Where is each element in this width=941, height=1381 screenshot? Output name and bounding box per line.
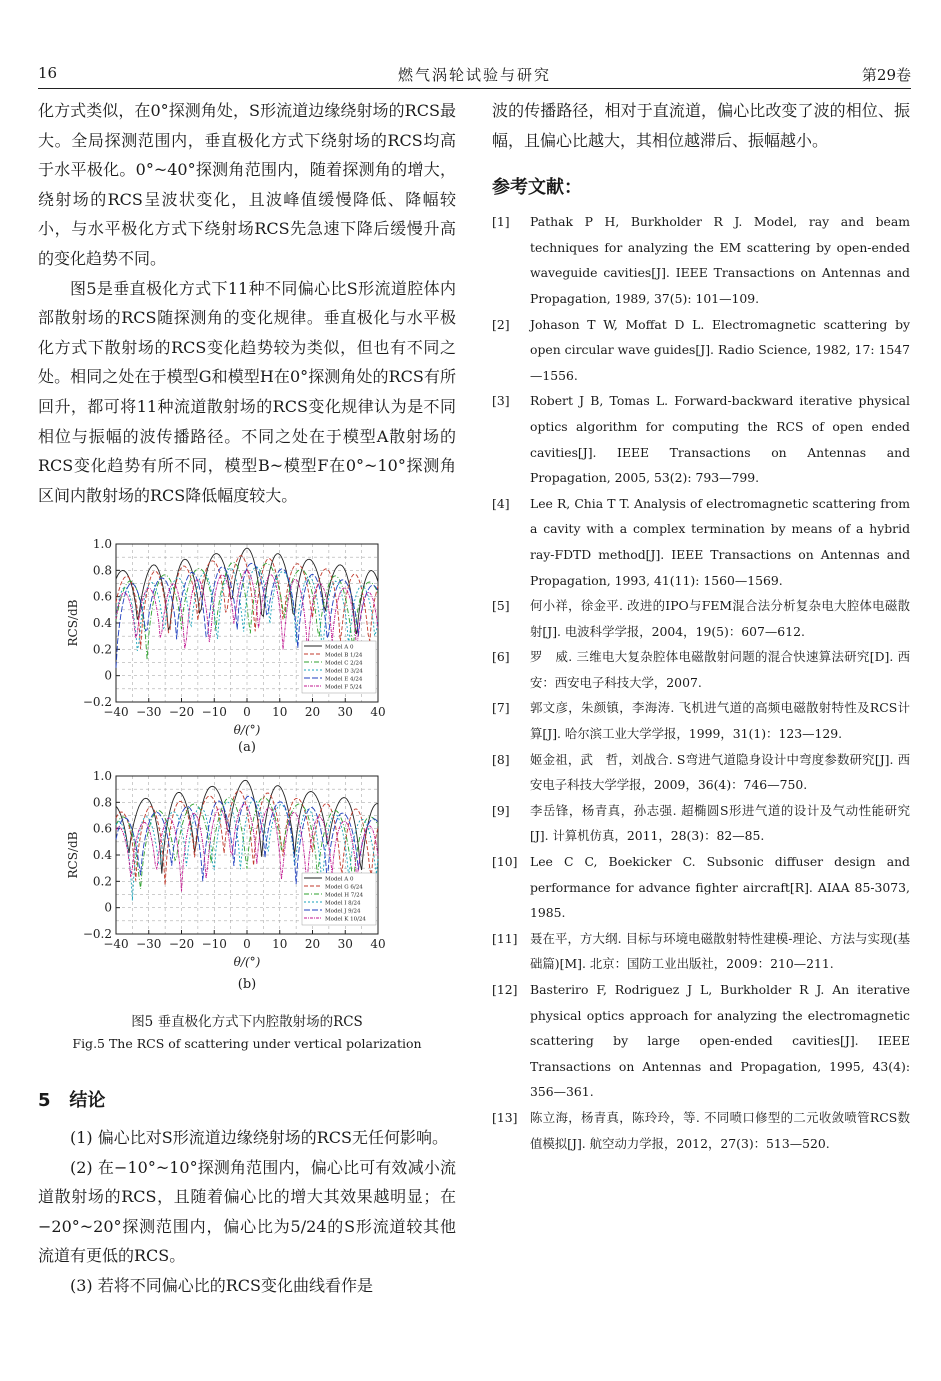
reference-text: 陈立海，杨青真，陈玲玲，等. 不同喷口修型的二元收敛喷管RCS数值模拟[J]. 航空动力学报，2012，27(3)：513—520. bbox=[530, 1109, 910, 1151]
x-tick-label: 20 bbox=[304, 705, 321, 719]
body-paragraph: 化方式类似，在0°探测角处，S形流道边缘绕射场的RCS最大。全局探测范围内，垂直极化方式下绕射场的RCS均高于水平极化。0°~40°探测角范围内，随着探测角的增大，绕射场的RCS呈波状变化，且波峰值缓慢降低、降幅较小，与水平极化方式下绕射场RCS先急速下降后缓慢升高的变化趋势不同。 bbox=[38, 101, 456, 268]
section-number: 5 bbox=[38, 1090, 51, 1111]
x-tick-label: 30 bbox=[337, 937, 353, 951]
rcs-chart-b bbox=[60, 766, 400, 976]
reference-number: [9] bbox=[492, 802, 510, 818]
reference-item bbox=[492, 388, 910, 490]
y-tick-label: 0.6 bbox=[92, 821, 112, 836]
reference-number: [11] bbox=[492, 930, 518, 946]
x-tick-label: 40 bbox=[370, 705, 386, 719]
conclusion-item: (1) 偏心比对S形流道边缘绕射场的RCS无任何影响。 bbox=[70, 1128, 448, 1147]
reference-text: 郭文彦，朱颜镇，李海涛. 飞机进气道的高频电磁散射特性及RCS计算[J]. 哈尔滨工业大学学报，1999，31(1)：123—129. bbox=[530, 700, 910, 742]
y-tick-label: 0.2 bbox=[92, 642, 112, 657]
header-rule bbox=[38, 88, 911, 89]
reference-list bbox=[492, 209, 910, 1156]
subfigure-label-a: (a) bbox=[238, 740, 256, 755]
y-tick-label: 0.8 bbox=[92, 563, 112, 578]
references-title: 参考文献： bbox=[492, 177, 582, 199]
x-axis-label: θ/(°) bbox=[233, 955, 261, 969]
x-tick-label: −20 bbox=[168, 705, 195, 719]
right-column bbox=[492, 96, 910, 1156]
y-tick-label: 0.6 bbox=[92, 589, 112, 604]
subfigure-label-b: (b) bbox=[237, 977, 257, 992]
x-tick-label: −10 bbox=[201, 705, 227, 719]
figure-5b bbox=[60, 766, 400, 976]
conclusion-item: (3) 若将不同偏心比的RCS变化曲线看作是 bbox=[70, 1275, 374, 1295]
volume-label: 第29卷 bbox=[861, 66, 911, 84]
y-tick-label: 0.8 bbox=[92, 795, 112, 810]
reference-number: [5] bbox=[492, 598, 510, 614]
y-tick-label: 0.4 bbox=[92, 848, 112, 862]
y-axis-label: RCS/dB bbox=[66, 599, 80, 647]
x-tick-label: −10 bbox=[201, 937, 227, 951]
x-tick-label: −40 bbox=[103, 937, 129, 951]
series-line bbox=[116, 548, 378, 634]
x-tick-label: 30 bbox=[337, 705, 353, 719]
reference-number: [1] bbox=[492, 214, 510, 230]
legend-entry: Model H 7/24 bbox=[325, 892, 364, 899]
legend-entry: Model E 4/24 bbox=[325, 676, 363, 683]
running-header bbox=[38, 64, 911, 86]
y-tick-label: 1.0 bbox=[92, 537, 112, 551]
page-number: 16 bbox=[38, 64, 58, 82]
reference-item bbox=[492, 312, 910, 389]
x-tick-label: 40 bbox=[370, 937, 386, 951]
reference-text: Basteriro F, Rodriguez J L, Burkholder R J. An iterative physical optics approach for analyzing the electromagnetic scattering by large open-ended cavities[J]. IEEE Transactions on Antennas and Propagation, 1995, 43(4): 356—361. bbox=[530, 982, 910, 1100]
section-heading bbox=[38, 1086, 105, 1112]
legend-entry: Model J 9/24 bbox=[325, 908, 361, 915]
reference-text: 姬金祖，武 哲，刘战合. S弯进气道隐身设计中弯度参数研究[J]. 西安电子科技大学学报，2009，36(4)：746—750. bbox=[530, 751, 910, 793]
reference-item bbox=[492, 209, 910, 311]
reference-item bbox=[492, 926, 910, 977]
legend-entry: Model F 5/24 bbox=[325, 684, 363, 691]
x-tick-label: 10 bbox=[272, 937, 288, 951]
reference-text: 聂在平，方大纲. 目标与环境电磁散射特性建模-理论、方法与实现(基础篇)[M]. 北京：国防工业出版社，2009：210—211. bbox=[530, 930, 910, 972]
section-title: 结论 bbox=[69, 1090, 106, 1111]
conclusions bbox=[38, 1123, 456, 1301]
legend-entry: Model D 3/24 bbox=[325, 668, 363, 675]
legend-entry: Model C 2/24 bbox=[325, 660, 363, 667]
y-tick-label: −0.2 bbox=[82, 695, 112, 709]
reference-number: [7] bbox=[492, 700, 510, 716]
y-tick-label: 0.2 bbox=[92, 874, 112, 889]
x-tick-label: 10 bbox=[272, 705, 288, 719]
reference-item bbox=[492, 977, 910, 1105]
figure-5a bbox=[60, 534, 400, 744]
reference-number: [12] bbox=[492, 982, 518, 997]
reference-text: Lee R, Chia T T. Analysis of electromagnetic scattering from a cavity with a complex termination by means of a hybrid ray-FDTD method[J]. IEEE Transactions on Antennas and Propagation, 1993, 41(11): 1560—1569. bbox=[530, 495, 910, 588]
reference-number: [4] bbox=[492, 495, 510, 511]
reference-text: 何小祥，徐金平. 改进的IPO与FEM混合法分析复杂电大腔体电磁散射[J]. 电波科学学报，2004，19(5)：607—612. bbox=[530, 598, 910, 639]
x-tick-label: 0 bbox=[243, 937, 251, 951]
left-column bbox=[38, 96, 456, 510]
reference-item bbox=[492, 747, 910, 798]
x-tick-label: −20 bbox=[168, 937, 195, 951]
reference-item bbox=[492, 644, 910, 695]
reference-text: Lee C C, Boekicker C. Subsonic diffuser design and performance for advance fighter aircraft[R]. AIAA 85-3073, 1985. bbox=[530, 854, 910, 921]
x-tick-label: −40 bbox=[103, 705, 129, 719]
x-tick-label: −30 bbox=[136, 937, 162, 951]
reference-number: [3] bbox=[492, 393, 510, 409]
reference-number: [2] bbox=[492, 316, 510, 332]
reference-item bbox=[492, 593, 910, 644]
x-tick-label: 0 bbox=[243, 705, 251, 719]
reference-text: Johason T W, Moffat D L. Electromagnetic scattering by open circular wave guides[J]. Radio Science, 1982, 17: 1547—1556. bbox=[530, 316, 910, 383]
y-tick-label: 0 bbox=[104, 900, 112, 915]
reference-item bbox=[492, 798, 910, 849]
y-tick-label: 1.0 bbox=[92, 769, 112, 783]
reference-number: [8] bbox=[492, 751, 510, 767]
y-tick-label: 0 bbox=[104, 668, 112, 683]
chart-legend bbox=[302, 641, 376, 693]
legend-entry: Model A 0 bbox=[325, 644, 354, 651]
x-tick-label: −30 bbox=[136, 705, 162, 719]
reference-number: [6] bbox=[492, 649, 510, 665]
reference-number: [10] bbox=[492, 854, 518, 870]
body-paragraph: 波的传播路径，相对于直流道，偏心比改变了波的相位、振幅，且偏心比越大，其相位越滞后、振幅越小。 bbox=[492, 101, 910, 150]
figure-caption-cn: 图5 垂直极化方式下内腔散射场的RCS bbox=[131, 1014, 363, 1030]
reference-item bbox=[492, 491, 910, 593]
x-axis-label: θ/(°) bbox=[233, 723, 261, 737]
legend-entry: Model A 0 bbox=[325, 876, 354, 883]
reference-text: 罗 威. 三维电大复杂腔体电磁散射问题的混合快速算法研究[D]. 西安：西安电子科技大学，2007. bbox=[530, 649, 910, 690]
reference-item bbox=[492, 695, 910, 746]
x-tick-label: 20 bbox=[304, 937, 321, 951]
reference-item bbox=[492, 849, 910, 926]
reference-text: Pathak P H, Burkholder R J. Model, ray and beam techniques for analyzing the EM scattering by open-ended waveguide cavities[J]. IEEE Transactions on Antennas and Propagation, 1989, 37(5): 101—109. bbox=[530, 214, 910, 306]
legend-entry: Model B 1/24 bbox=[325, 652, 363, 659]
figure-caption-en: Fig.5 The RCS of scattering under vertical polarization bbox=[72, 1036, 422, 1051]
y-tick-label: −0.2 bbox=[82, 927, 112, 941]
chart-legend bbox=[302, 873, 376, 925]
reference-item bbox=[492, 1105, 910, 1156]
journal-title: 燃气涡轮试验与研究 bbox=[397, 66, 551, 84]
body-paragraph: 图5是垂直极化方式下11种不同偏心比S形流道腔体内部散射场的RCS随探测角的变化规律。垂直极化与水平极化方式下散射场的RCS变化趋势较为类似，但也有不同之处。相同之处在于模型G和模型H在0°探测角处的RCS有所回升，都可将11种流道散射场的RCS变化规律认为是不同相位与振幅的波传播路径。不同之处在于模型A散射场的RCS变化趋势有所不同，模型B~模型F在0°~10°探测角区间内散射场的RCS降低幅度较大。 bbox=[38, 278, 456, 505]
y-tick-label: 0.4 bbox=[92, 616, 112, 630]
legend-entry: Model G 6/24 bbox=[325, 884, 363, 891]
legend-entry: Model K 10/24 bbox=[325, 916, 366, 923]
legend-entry: Model I 8/24 bbox=[325, 900, 361, 907]
conclusion-item: (2) 在−10°~10°探测角范围内，偏心比可有效减小流道散射场的RCS，且随着偏心比的增大其效果越明显；在−20°~20°探测范围内，偏心比为5/24的S形流道较其他流道有更低的RCS。 bbox=[38, 1157, 456, 1266]
rcs-chart-a bbox=[60, 534, 400, 744]
reference-text: Robert J B, Tomas L. Forward-backward iterative physical optics algorithm for computing the RCS of open ended cavities[J]. IEEE Transactions on Antennas and Propagation, 2005, 53(2): 793—799. bbox=[530, 393, 910, 486]
reference-number: [13] bbox=[492, 1109, 518, 1125]
y-axis-label: RCS/dB bbox=[66, 831, 80, 879]
reference-text: 李岳锋，杨青真，孙志强. 超椭圆S形进气道的设计及气动性能研究[J]. 计算机仿真，2011，28(3)：82—85. bbox=[530, 802, 910, 844]
